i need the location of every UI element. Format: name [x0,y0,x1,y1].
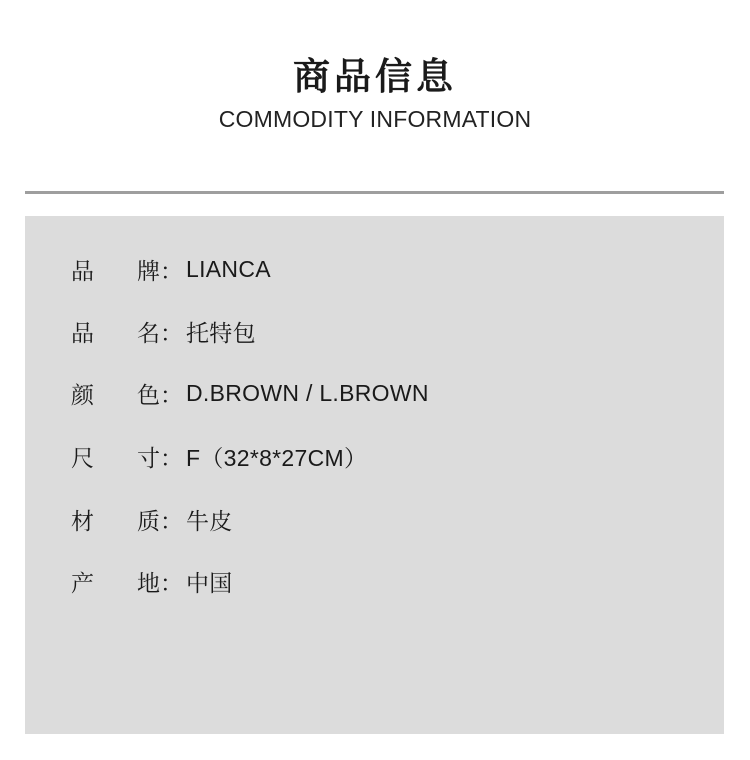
header-divider [25,191,724,194]
row-label-char-1: 尺 [71,445,94,472]
row-value: 托特包 [186,319,256,346]
row-colon: ： [160,445,183,472]
row-label-char-2: 地 [137,570,160,597]
info-row-material [71,504,233,534]
row-value: 牛皮 [186,507,233,534]
info-row-color [71,378,429,408]
row-value: 中国 [186,569,233,596]
section-header [0,54,750,134]
row-label-char-1: 材 [71,508,94,535]
row-label-char-1: 产 [71,570,94,597]
info-panel [25,216,724,734]
info-row-origin [71,566,233,596]
row-colon: ： [160,382,183,409]
row-label-char-2: 名 [137,320,160,347]
row-label-char-1: 颜 [71,382,94,409]
row-label-char-2: 质 [137,508,160,535]
info-row-size [71,441,367,471]
row-label-char-2: 牌 [137,258,160,285]
row-label-char-2: 色 [137,382,160,409]
row-label-char-1: 品 [71,258,94,285]
row-colon: ： [160,258,183,285]
row-colon: ： [160,320,183,347]
row-value: D.BROWN / L.BROWN [186,379,429,406]
row-value: LIANCA [186,255,271,282]
row-label-char-1: 品 [71,320,94,347]
info-row-product-name [71,316,256,346]
row-colon: ： [160,570,183,597]
row-colon: ： [160,508,183,535]
info-row-brand [71,254,271,284]
section-title-chinese: 商品信息 [293,55,457,98]
section-title-english: COMMODITY INFORMATION [218,106,532,132]
row-label-char-2: 寸 [137,445,160,472]
row-value: F（32*8*27CM） [186,444,368,471]
